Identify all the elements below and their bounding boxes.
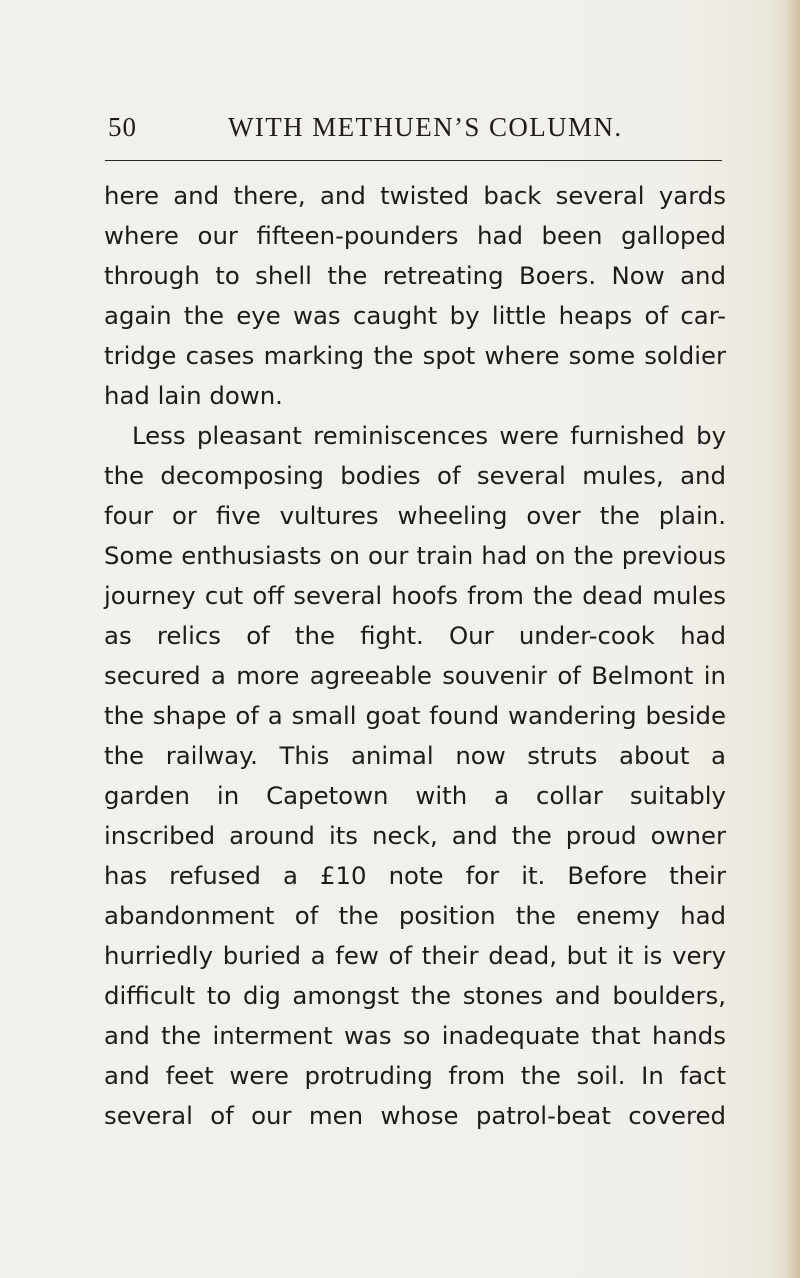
- text-line: through to shell the retreating Boers. Now and: [104, 261, 726, 290]
- text-line: abandonment of the position the enemy had: [104, 901, 726, 930]
- text-line: difficult to dig amongst the stones and boulders,: [104, 981, 726, 1010]
- text-line: has refused a £10 note for it. Before their: [104, 861, 726, 890]
- running-title: WITH METHUEN’S COLUMN.: [228, 112, 623, 142]
- text-line: journey cut off several hoofs from the dead mules: [104, 581, 726, 610]
- text-line: the shape of a small goat found wandering beside: [104, 701, 726, 730]
- page-number: 50: [108, 112, 137, 142]
- text-line: several of our men whose patrol-beat covered: [104, 1101, 726, 1130]
- text-line: again the eye was caught by little heaps of car-: [104, 301, 726, 330]
- page-edge-shading: [786, 0, 800, 1278]
- text-line: garden in Capetown with a collar suitably: [104, 781, 726, 810]
- text-line: and feet were protruding from the soil. In fact: [104, 1061, 726, 1090]
- text-line: had lain down.: [104, 381, 283, 410]
- text-line: tridge cases marking the spot where some soldier: [104, 341, 726, 370]
- text-line: four or five vultures wheeling over the plain.: [104, 501, 726, 530]
- text-line: here and there, and twisted back several yards: [104, 181, 726, 210]
- text-line: inscribed around its neck, and the proud owner: [104, 821, 726, 850]
- running-head: [102, 112, 722, 146]
- text-line: the decomposing bodies of several mules, and: [104, 461, 726, 490]
- text-line: Some enthusiasts on our train had on the previous: [104, 541, 726, 570]
- text-line: hurriedly buried a few of their dead, but it is very: [104, 941, 726, 970]
- text-line: secured a more agreeable souvenir of Belmont in: [104, 661, 726, 690]
- paragraph-start-line: Less pleasant reminiscences were furnished by: [132, 421, 726, 450]
- body-text: [104, 176, 726, 1136]
- text-line: as relics of the fight. Our under-cook had: [104, 621, 726, 650]
- text-line: and the interment was so inadequate that hands: [104, 1021, 726, 1050]
- header-rule: [105, 160, 722, 161]
- text-line: where our fifteen-pounders had been galloped: [104, 221, 726, 250]
- text-line: the railway. This animal now struts about a: [104, 741, 726, 770]
